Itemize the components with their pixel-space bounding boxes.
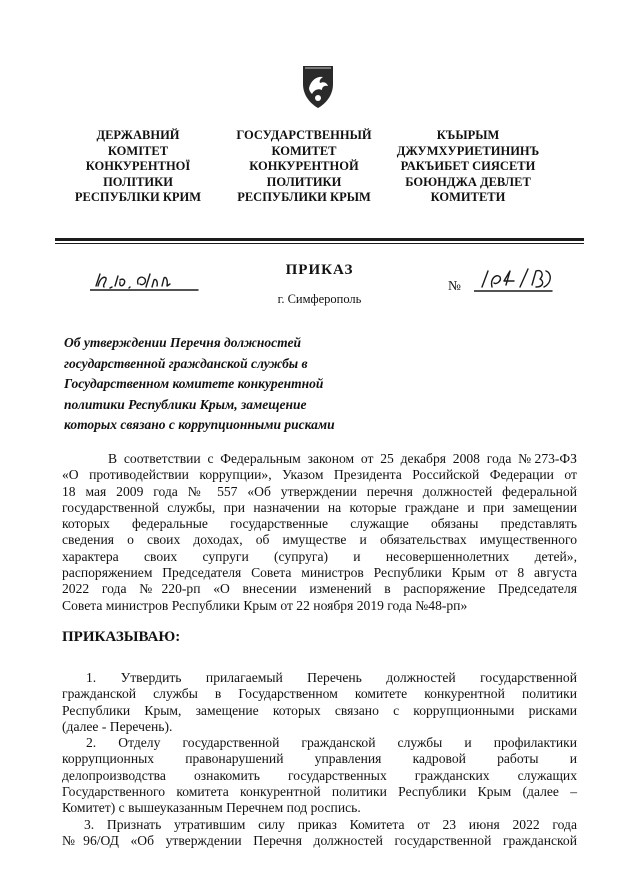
paragraph-line: В соответствии с Федеральным законом от 25 декабря 2008 года №273-ФЗ	[108, 451, 577, 466]
department-line: КОНКУРЕНТНОЇ	[85, 159, 191, 174]
order-subject	[64, 333, 335, 436]
paragraph-line: коррупционных правонарушений управления кадровой работы и	[62, 751, 577, 767]
department-line: ПОЛИТИКИ	[266, 174, 342, 189]
paragraph-line: распоряжением Председателя Совета министров Республики Крым от 8 августа	[62, 565, 577, 581]
order-number-label: №	[448, 278, 461, 293]
paragraph-line: делопроизводства ознакомить государственных гражданских служащих	[62, 767, 577, 783]
paragraph-line: которых федеральные государственные служащие обязаны представлять	[62, 516, 577, 532]
paragraph-line: 18 мая 2009 года № 557 «Об утверждении перечня должностей федеральной	[62, 483, 577, 499]
order-command: ПРИКАЗЫВАЮ:	[62, 629, 181, 645]
department-line: БОЮНДЖА ДЕВЛЕТ	[405, 174, 531, 189]
paragraph-line: Совета министров Республики Крым от 22 ноября 2019 года №48-рп»	[62, 597, 468, 613]
order-item-1	[62, 670, 577, 735]
department-line: ДЕРЖАВНИЙ	[96, 128, 180, 142]
department-line: РАКЪИБЕТ СИЯСЕТИ	[400, 159, 536, 174]
preamble-paragraph	[62, 451, 577, 614]
paragraph-line: (далее - Перечень).	[62, 718, 173, 734]
paragraph-line: характера своих супруги (супруга) и несовершеннолетних детей»,	[62, 548, 577, 564]
subject-line: государственной гражданской службы в	[64, 355, 308, 371]
department-header-russian	[214, 128, 394, 206]
handwritten-order-number	[474, 265, 554, 295]
paragraph-line: 3. Признать утратившим силу приказ Комитета от 23 июня 2022 года	[84, 817, 577, 832]
subject-line: Государственном комитете конкурентной	[64, 376, 324, 392]
department-line: РЕСПУБЛИКИ КРЫМ	[237, 190, 371, 205]
department-header-crimean-tatar	[378, 128, 558, 206]
department-line: КОНКУРЕНТНОЙ	[249, 159, 359, 174]
department-line: ПОЛІТИКИ	[103, 174, 173, 189]
department-line: ДЖУМХУРИЕТИНИНЪ	[396, 143, 540, 158]
department-line: КОМИТЕТИ	[430, 190, 506, 205]
paragraph-line: №96/ОД «Об утверждении Перечня должностей государственной гражданской	[62, 833, 577, 849]
paragraph-line: «О противодействии коррупции», Указом Президента Российской Федерации от	[62, 467, 577, 483]
department-line: КОМІТЕТ	[107, 143, 169, 158]
paragraph-line: государственной службы, при назначении на которые граждане и при замещении	[62, 499, 577, 515]
subject-line: политики Республики Крым, замещение	[64, 396, 307, 412]
paragraph-line: 2022 года №220-рп «О внесении изменений в распоряжение Председателя	[62, 581, 577, 597]
subject-line: которых связано с коррупционными рисками	[64, 417, 335, 433]
department-line: ГОСУДАРСТВЕННЫЙ	[236, 128, 372, 142]
paragraph-line: гражданской службы в Государственном комитете конкурентной политики	[62, 686, 577, 702]
department-line: КОМИТЕТ	[271, 143, 337, 158]
paragraph-line: Комитет) с вышеуказанным Перечнем под роспись.	[62, 800, 361, 816]
order-item-2	[62, 735, 577, 816]
paragraph-line: Республики Крым, замещение которых связано с коррупционными рисками	[62, 702, 577, 718]
crimea-coat-of-arms-icon	[295, 62, 341, 110]
order-item-3	[62, 817, 577, 850]
department-line: КЪЫРЫМ	[436, 128, 500, 142]
paragraph-line: сведения о своих доходах, об имуществе и обязательствах имущественного	[62, 532, 577, 548]
handwritten-date	[90, 270, 200, 296]
department-line: РЕСПУБЛІКИ КРИМ	[74, 190, 202, 205]
paragraph-line: 2. Отделу государственной гражданской службы и профилактики	[86, 735, 577, 750]
header-divider-thick	[55, 238, 584, 241]
department-header-ukrainian	[48, 128, 228, 206]
order-title: ПРИКАЗ	[285, 262, 354, 278]
subject-line: Об утверждении Перечня должностей	[64, 335, 301, 350]
order-city: г. Симферополь	[277, 292, 362, 306]
header-divider-thin	[55, 243, 584, 244]
paragraph-line: 1. Утвердить прилагаемый Перечень должностей государственной	[86, 670, 577, 685]
paragraph-line: Государственного комитета конкурентной политики Республики Крым (далее –	[62, 783, 577, 799]
